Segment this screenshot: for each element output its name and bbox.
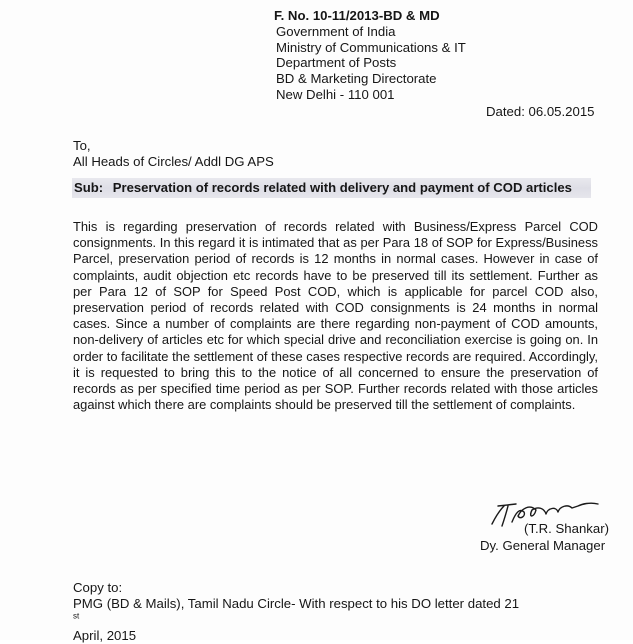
- signatory-block: [480, 520, 620, 554]
- copy-text-after: April, 2015: [73, 628, 137, 643]
- recipient-block: [73, 138, 274, 170]
- signatory-name: (T.R. Shankar): [524, 521, 610, 536]
- copy-superscript: st: [73, 611, 80, 621]
- copy-to-block: [73, 580, 519, 644]
- letter-date: Dated: 06.05.2015: [486, 104, 595, 119]
- to-label: To,: [73, 138, 91, 153]
- recipient-text: All Heads of Circles/ Addl DG APS: [73, 154, 274, 169]
- letter-header: [276, 8, 576, 103]
- subject-line: [72, 178, 591, 198]
- header-line-government: Government of India: [276, 23, 396, 39]
- subject-label: Sub:: [74, 180, 104, 195]
- header-line-directorate: BD & Marketing Directorate: [276, 71, 437, 87]
- subject-text: Preservation of records related with delivery and payment of COD articles: [112, 180, 572, 195]
- copy-recipient: [73, 596, 519, 644]
- header-line-city: New Delhi - 110 001: [276, 86, 395, 102]
- file-number: F. No. 10-11/2013-BD & MD: [274, 8, 440, 23]
- copy-text-before: PMG (BD & Mails), Tamil Nadu Circle- With respect to his DO letter dated 21: [73, 596, 520, 611]
- body-paragraph: This is regarding preservation of records related with Business/Express Parcel COD consignments. In this regard it is intimated that as per Para 18 of SOP for Express/Business Parcel, preservation period of records is 12 months in normal cases. However in case of complaints, audit objection etc records have to be preserved till its settlement. Further as per Para 12 of SOP for Speed Post COD, which is applicable for parcel COD also, preservation period of records related with COD consignments is 24 months in normal cases. Since a number of complaints are there regarding non-payment of COD amounts, non-delivery of articles etc for which special drive and reconciliation exercise is going on. In order to facilitate the settlement of these cases respective records are required. Accordingly, it is requested to bring this to the notice of all concerned to ensure the preservation of records as per specified time period as per SOP. Further records related with those articles against which there are complaints should be preserved till the settlement of complaints.: [73, 219, 598, 413]
- copy-label: Copy to:: [73, 580, 123, 595]
- header-line-ministry: Ministry of Communications & IT: [276, 39, 466, 55]
- header-line-department: Department of Posts: [276, 55, 397, 71]
- signatory-designation: Dy. General Manager: [480, 538, 606, 553]
